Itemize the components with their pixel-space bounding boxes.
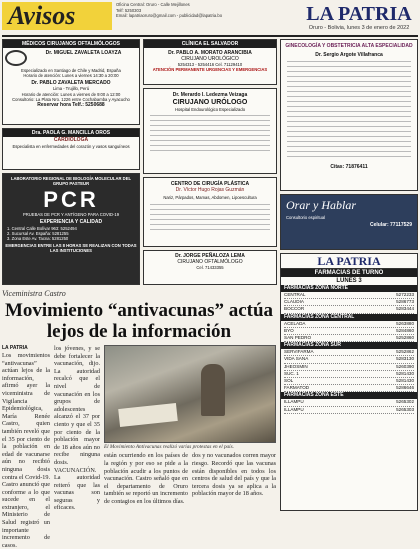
phone: 5254313 - 5254416 Cel. 71129410	[177, 62, 243, 67]
ad-title: GINECOLOGÍA Y OBSTETRICIA ALTA ESPECIALIDAD	[285, 43, 413, 49]
ad-title: CLÍNICA EL SALVADOR	[144, 40, 276, 48]
doctor-name: Dra. PAOLA G. MANCILLA OROS	[3, 129, 139, 137]
contact: Citas: 71876411	[330, 164, 368, 170]
person-silhouette	[201, 364, 225, 416]
pharmacy-phone: 5252860	[396, 335, 414, 341]
services: Nariz, Párpados, Mamas, Abdomen, Lipoescultura	[163, 195, 257, 200]
branch-item: 2. Sucursal Av. España: 5281255	[7, 230, 69, 236]
doctor-name: Dr. MIGUEL ZAVALETA LOAYZA	[45, 50, 122, 56]
news-article	[2, 289, 276, 549]
pharmacy-name: BOCCOR	[284, 306, 305, 312]
ad-clinica-el-salvador	[143, 39, 277, 85]
zone-list	[281, 399, 417, 413]
article-column: están ocurriendo en los países de la región y por eso se pide a la población acudir a los puntos de vacunación. Castro señaló que en el departamento de Oruro también se reportó un incremento de contagios en los últimos días.	[104, 452, 188, 505]
doctor-name: Dr. PABLO A. MORATO ARANCIBIA	[168, 50, 252, 56]
pharmacy-day: LUNES 3	[336, 278, 362, 284]
pharmacy-row	[284, 385, 414, 392]
pharmacy-row	[284, 399, 414, 406]
article-headline: Movimiento “antivacunas” actúa lejos de la información	[4, 300, 274, 342]
specialty: CIRUJANO OFTALMÓLOGO	[177, 259, 243, 265]
specialty: CARDIÓLOGA	[53, 137, 89, 143]
doctor-name: Dr. Sergio Argote Villafranca	[315, 52, 383, 58]
pharmacy-row	[284, 306, 414, 313]
pharmacy-phone: 5286773	[396, 299, 414, 305]
pcr-brand: PCR	[43, 187, 99, 213]
article-column: Los movimientos “antivacunas” actúan lejos de la información, afirmó ayer la viceministra de Vigilancia Epidemiológica, María Renée Castro, quien también reveló que el 35 por ciento de la población en edad de vacunarse aún no recibió ninguna dosis contra el Covid-19. Castro anunció que conforme a lo que sucede en el extranjero, el Ministerio de Salud registró un importante incremento de casos.	[2, 352, 50, 549]
pharmacy-row	[284, 292, 414, 299]
address: Consultorio: La Plata Nro. 1226 entre Cochabamba y Ayacucho	[12, 96, 130, 102]
ad-ginecologia	[280, 39, 418, 191]
doctor-city: Lima - Trujillo, Perú	[52, 86, 90, 92]
zone-header: FARMACIAS ZONA CENTRAL	[281, 314, 417, 321]
header-rule	[2, 35, 418, 37]
ad-penaloza	[143, 250, 277, 285]
pharmacy-name: ILLAMPU	[284, 399, 304, 405]
pharmacy-phone: 5286646	[396, 385, 414, 391]
pharmacy-title: FARMACIAS DE TURNO	[281, 269, 417, 277]
ad-veizaga	[143, 88, 277, 174]
pharmacy-name: ILLAMPU	[284, 406, 304, 412]
phone: Cel. 71433355	[196, 265, 224, 270]
zone-list	[281, 321, 417, 343]
header-info	[116, 2, 294, 34]
quality: EXPERIENCIA Y CALIDAD	[39, 218, 103, 225]
ad-title: Orar y Hablar	[286, 198, 357, 212]
pharmacy-phone: 5281430	[396, 370, 414, 376]
ad-orar-hablar	[280, 194, 418, 250]
pharmacy-phone: 5281430	[396, 378, 414, 384]
doctor-name: Dr. PABLO ZAVALETA MERCADO	[31, 80, 111, 87]
doctor-name: Dr. Merardo I. Ledezma Veizaga	[172, 92, 248, 98]
branch-item: 1. Central Calle Bolívar 963: 5252494	[7, 225, 77, 231]
pharmacy-name: CLAUDIA	[284, 299, 304, 305]
pharmacy-name: FARMATOD	[284, 385, 310, 391]
pharmacy-name: ACELADA	[284, 320, 306, 326]
pharmacy-name: SAN PEDRO	[284, 335, 312, 341]
article-kicker: Viceministra Castro	[2, 289, 66, 298]
pharmacy-phone: 5265303	[396, 406, 414, 412]
pharmacy-phone: 5272233	[396, 292, 414, 297]
hours: Horario de atención: Lunes a viernes 14:30 a 20:00	[23, 73, 119, 79]
specialty: CIRUJANO URÓLOGO	[172, 99, 248, 106]
footer-note: EMERGENCIAS ENTRE LAS 8 HORAS SE REALIZAN CON TODAS LAS INSTITUCIONES	[5, 243, 137, 254]
zone-header: FARMACIAS ZONA SUR	[281, 342, 417, 349]
pharmacy-phone: 5284860	[396, 327, 414, 333]
doctor-description: Especializado en Santiago de Chile y Madrid, España	[21, 68, 121, 73]
ad-mancilla	[2, 128, 140, 170]
pharmacy-phone: 5260390	[396, 363, 414, 369]
ad-body-text	[287, 61, 411, 161]
doctor-name: Dr. JORGE PEÑALOZA LEMA	[175, 253, 245, 259]
section-title: Avisos	[2, 2, 112, 30]
test-types: PRUEBAS DE PCR Y ANTÍGENO PARA COVID-19	[22, 212, 120, 218]
place: Hospital Endourológico Especializado	[174, 107, 246, 112]
pharmacy-row	[284, 364, 414, 371]
ad-body-text	[150, 204, 270, 230]
header-info-line: Oficina Central: Oruro - Calle Mejillones	[116, 2, 190, 7]
pharmacy-phone: 5252862	[396, 349, 414, 355]
zone-header: FARMACIAS ZONA ESTE	[281, 392, 417, 399]
ad-body-text	[150, 115, 270, 155]
pharmacy-row	[284, 356, 414, 363]
phone: Reservar hora Telf.: 5250688	[37, 102, 105, 109]
phone: Celular: 77117529	[370, 222, 412, 229]
pharmacy-row	[284, 335, 414, 342]
eye-icon	[5, 50, 27, 66]
details: Especialista en enfermedades del corazón y vasos sanguíneos	[12, 144, 130, 149]
pharmacy-name: SOL	[284, 378, 294, 384]
ad-pasteur	[2, 173, 140, 285]
header-info-line: Telf: 5250303	[116, 7, 142, 13]
ad-subtitle: Consultorio espiritual	[286, 215, 326, 220]
doctor-name: Dr. Víctor Hugo Rojas Guzmán	[175, 187, 245, 193]
pharmacy-row	[284, 371, 414, 378]
footer-note: ATENCIÓN PERMANENTE URGENCIAS Y EMERGENCIAS	[152, 67, 268, 73]
article-column: los jóvenes, y se debe fortalecer la vacunación, dijo. La autoridad recalcó que el nivel de vacunación en los grupos de adolescentes alcanzó el 37 por ciento y que el 35 por ciento de la población mayor de 18 años aún no recibe ninguna dosis. VACUNACIÓN. La autoridad reiteró que las vacunas son seguras y eficaces.	[54, 345, 100, 512]
branch-list	[3, 226, 139, 242]
pharmacy-phone: 5265302	[396, 399, 414, 405]
zone-header: FARMACIAS ZONA NORTE	[281, 285, 417, 292]
zone-list	[281, 349, 417, 392]
pharmacy-row	[284, 328, 414, 335]
pharmacy-logo: LA PATRIA	[281, 254, 417, 269]
pharmacy-panel	[280, 253, 418, 511]
article-column: dos y no vacunados corren mayor riesgo. Recordó que las vacunas están disponibles en todos los centros de salud del país y que la tercera dosis ya se aplica a la población mayor de 18 años.	[192, 452, 276, 498]
pharmacy-row	[284, 378, 414, 385]
pharmacy-name: SERVIFARMA	[284, 349, 314, 355]
hours: Horario de atención: Lunes a viernes de 9:00 a 12:00	[21, 91, 121, 97]
protest-sign-image	[118, 403, 178, 427]
pharmacy-name: VIDA SANA	[284, 356, 309, 362]
pharmacy-row	[284, 407, 414, 414]
pharmacy-name: SUC. 1	[284, 370, 299, 376]
ad-title: CENTRO DE CIRUGÍA PLÁSTICA	[170, 181, 250, 187]
pharmacy-name: CENTRAL	[284, 292, 306, 297]
pharmacy-phone: 5283444	[396, 306, 414, 312]
pharmacy-row	[284, 299, 414, 306]
pharmacy-phone: 5263880	[396, 320, 414, 326]
pharmacy-name: BYO	[284, 327, 294, 333]
publication-date: Oruro - Bolivia, lunes 3 de enero de 2022	[308, 25, 410, 31]
branch-item: 3. Zona Este Av. Tacna: 5281250	[7, 236, 69, 242]
header-info-line: Email: lapatriaoruro@gmail.com - publicidad@lapatria.bo	[116, 13, 223, 18]
article-photo	[104, 345, 276, 443]
newspaper-logo: LA PATRIA	[306, 3, 412, 25]
pharmacy-row	[284, 349, 414, 356]
pharmacy-name: JHEOSMIN	[284, 363, 308, 369]
zone-list	[281, 292, 417, 314]
ad-medicos-oftalmologos	[2, 39, 140, 125]
photo-caption: El Movimiento Antivacunas realizó varias protestas en el país.	[104, 444, 234, 450]
ad-title: MÉDICOS CIRUJANOS OFTALMÓLOGOS	[3, 40, 139, 48]
lab-name: LABORATORIO REGIONAL DE BIOLOGÍA MOLECULAR DEL GRUPO PASTEUR	[10, 176, 132, 187]
specialty: CIRUJANO UROLÓGICO	[181, 56, 239, 62]
ad-cirugia-plastica	[143, 177, 277, 247]
article-source: LA PATRIA	[2, 345, 28, 351]
pharmacy-phone: 5283130	[396, 356, 414, 362]
pharmacy-row	[284, 321, 414, 328]
